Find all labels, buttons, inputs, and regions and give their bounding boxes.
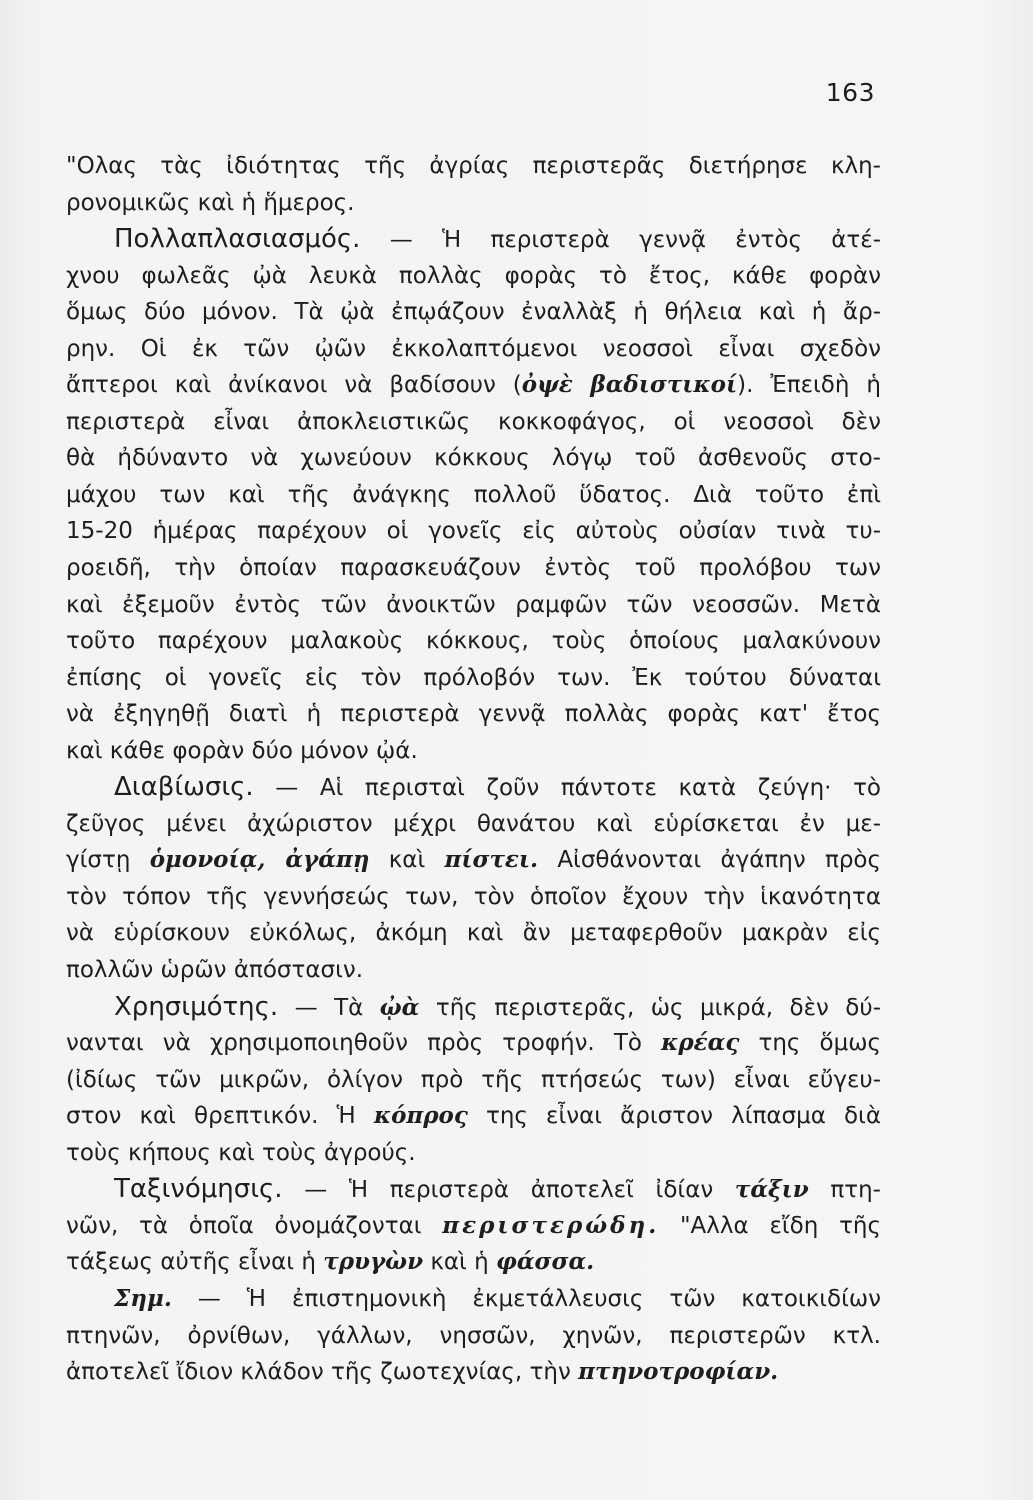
section-line-classification (66, 1171, 881, 1208)
text-fragment: νανται νὰ χρησιμοποιηθοῦν πρὸς τροφήν. Τὸ (66, 1030, 662, 1057)
text-line: μάχου των καὶ τῆς ἀνάγκης πολλοῦ ὕδατος. Διὰ τοῦτο ἐπὶ (66, 481, 881, 508)
emphasis-text: φάσσα. (496, 1248, 595, 1276)
text-line: καὶ ἐξεμοῦν ἐντὸς τῶν ἀνοικτῶν ραμφῶν τῶν νεοσσῶν. Μετὰ (66, 591, 881, 618)
text-line: πολλῶν ὡρῶν ἀπόστασιν. (66, 957, 364, 984)
note-label: Σημ. (114, 1284, 172, 1312)
emphasis-text: τάξιν (734, 1176, 809, 1204)
text-fragment: καὶ ἡ (423, 1249, 497, 1276)
note-line (66, 1281, 881, 1318)
text-line: θὰ ἠδύναντο νὰ χωνεύουν κόκκους λόγῳ τοῦ ἀσθενοῦς στο- (66, 445, 881, 472)
text-fragment: — Αἱ περισταὶ ζοῦν πάντοτε κατὰ ζεύγη· τὸ (253, 775, 881, 802)
text-line: ρονομικῶς καὶ ἡ ἥμερος. (66, 189, 355, 216)
text-line: ζεῦγος μένει ἀχώριστον μέχρι θανάτου καὶ εὑρίσκεται ἐν με- (66, 810, 881, 837)
text-line-mixed (66, 367, 881, 404)
text-fragment: ἀποτελεῖ ἴδιον κλάδον τῆς ζωοτεχνίας, τὴν (66, 1359, 579, 1386)
emphasis-text: περιστερώδη. (442, 1211, 660, 1239)
text-fragment: ). Ἐπειδὴ ἡ (737, 372, 881, 399)
emphasis-text: ὁμονοίᾳ, ἀγάπῃ (149, 846, 370, 874)
text-line: πτηνῶν, ὀρνίθων, γάλλων, νησσῶν, χηνῶν, περιστερῶν κτλ. (66, 1322, 881, 1349)
emphasis-text: πτηνοτροφίαν. (578, 1358, 779, 1386)
text-fragment: τάξεως αὐτῆς εἶναι ἡ (66, 1249, 324, 1276)
text-fragment: τῆς περιστερᾶς, ὡς μικρά, δὲν δύ- (419, 994, 881, 1021)
section-heading-life: Διαβίωσις. (114, 772, 254, 803)
section-heading-usefulness: Χρησιμότης. (114, 991, 279, 1022)
text-line: καὶ κάθε φορὰν δύο μόνον ᾠά. (66, 737, 418, 764)
text-fragment: στον καὶ θρεπτικόν. Ἡ (66, 1103, 374, 1130)
text-line: νὰ εὑρίσκουν εὐκόλως, ἀκόμη καὶ ἂν μεταφερθοῦν μακρὰν εἰς (66, 920, 881, 947)
text-fragment: νῶν, τὰ ὁποῖα ὀνομάζονται (66, 1212, 443, 1239)
emphasis-text: κρέας (661, 1029, 740, 1057)
text-line-mixed (66, 1208, 881, 1245)
text-fragment: — Ἡ ἐπιστημονικὴ ἐκμετάλλευσις τῶν κατοικιδίων (171, 1285, 881, 1312)
text-line: ὅμως δύο μόνον. Τὰ ᾠὰ ἐπῳάζουν ἐναλλὰξ ἡ θήλεια καὶ ἡ ἄρ- (66, 299, 881, 326)
emphasis-text: τρυγὼν (323, 1248, 424, 1276)
text-fragment: πτη- (808, 1177, 881, 1204)
text-line: 15-20 ἡμέρας παρέχουν οἱ γονεῖς εἰς αὐτοὺς οὐσίαν τινὰ τυ- (66, 518, 881, 545)
text-fragment: Αἰσθάνονται ἀγάπην πρὸς (538, 847, 881, 874)
text-line: τοὺς κήπους καὶ τοὺς ἀγρούς. (66, 1139, 416, 1166)
emphasis-text: ὀψὲ βαδιστικοί (521, 371, 738, 399)
text-fragment: "Αλλα εἴδη τῆς (659, 1212, 881, 1239)
text-line: ροειδῆ, τὴν ὁποίαν παρασκευάζουν ἐντὸς τοῦ προλόβου των (66, 555, 881, 582)
text-fragment: ἄπτεροι καὶ ἀνίκανοι νὰ βαδίσουν ( (66, 372, 522, 399)
section-heading-reproduction: Πολλαπλασιασμός. (114, 224, 361, 255)
page-number: 163 (825, 78, 875, 107)
section-line-life (66, 769, 881, 806)
text-line: "Ολας τὰς ἰδιότητας τῆς ἀγρίας περιστερᾶς διετήρησε κλη- (66, 153, 881, 179)
text-line-mixed (66, 1025, 881, 1062)
text-fragment: της εἶναι ἄριστον λίπασμα διὰ (467, 1103, 881, 1130)
body-text (66, 148, 881, 1391)
section-heading-classification: Ταξινόμησις. (114, 1174, 283, 1205)
text-line: χνου φωλεᾶς ᾠὰ λευκὰ πολλὰς φορὰς τὸ ἔτος, κάθε φορὰν (66, 262, 881, 289)
text-fragment: — Ἡ περιστερὰ ἀποτελεῖ ἰδίαν (282, 1177, 735, 1204)
emphasis-text: κόπρος (373, 1102, 468, 1130)
text-line: περιστερὰ εἶναι ἀποκλειστικῶς κοκκοφάγος, οἱ νεοσσοὶ δὲν (66, 408, 881, 435)
section-line-reproduction (66, 221, 881, 258)
text-line: ἐπίσης οἱ γονεῖς εἰς τὸν πρόλοβόν των. Ἐκ τούτου δύναται (66, 664, 881, 691)
text-line-mixed (66, 842, 881, 879)
text-line: τὸν τόπον τῆς γεννήσεώς των, τὸν ὁποῖον ἔχουν τὴν ἱκανότητα (66, 883, 881, 910)
section-line-usefulness (66, 989, 881, 1026)
text-fragment: της ὅμως (739, 1030, 881, 1057)
text-line-mixed (66, 1354, 881, 1391)
text-line: τοῦτο παρέχουν μαλακοὺς κόκκους, τοὺς ὁποίους μαλακύνουν (66, 628, 881, 655)
text-line-mixed (66, 1244, 881, 1281)
text-fragment: καὶ (369, 847, 445, 874)
emphasis-text: ᾠὰ (379, 993, 420, 1021)
text-fragment: — Ἡ περιστερὰ γεννᾷ ἐντὸς ἀτέ- (360, 227, 881, 254)
text-line: ρην. Οἱ ἐκ τῶν ᾠῶν ἐκκολαπτόμενοι νεοσσοὶ εἶναι σχεδὸν (66, 335, 881, 362)
text-line-mixed (66, 1098, 881, 1135)
emphasis-text: πίστει. (444, 846, 539, 874)
text-fragment: γίστῃ (66, 847, 150, 874)
text-line: νὰ ἐξηγηθῇ διατὶ ἡ περιστερὰ γεννᾷ πολλὰς φορὰς κατ' ἔτος (66, 701, 881, 728)
text-line: (ἰδίως τῶν μικρῶν, ὀλίγον πρὸ τῆς πτήσεώς των) εἶναι εὔγευ- (66, 1066, 881, 1093)
text-fragment: — Τὰ (278, 994, 380, 1021)
